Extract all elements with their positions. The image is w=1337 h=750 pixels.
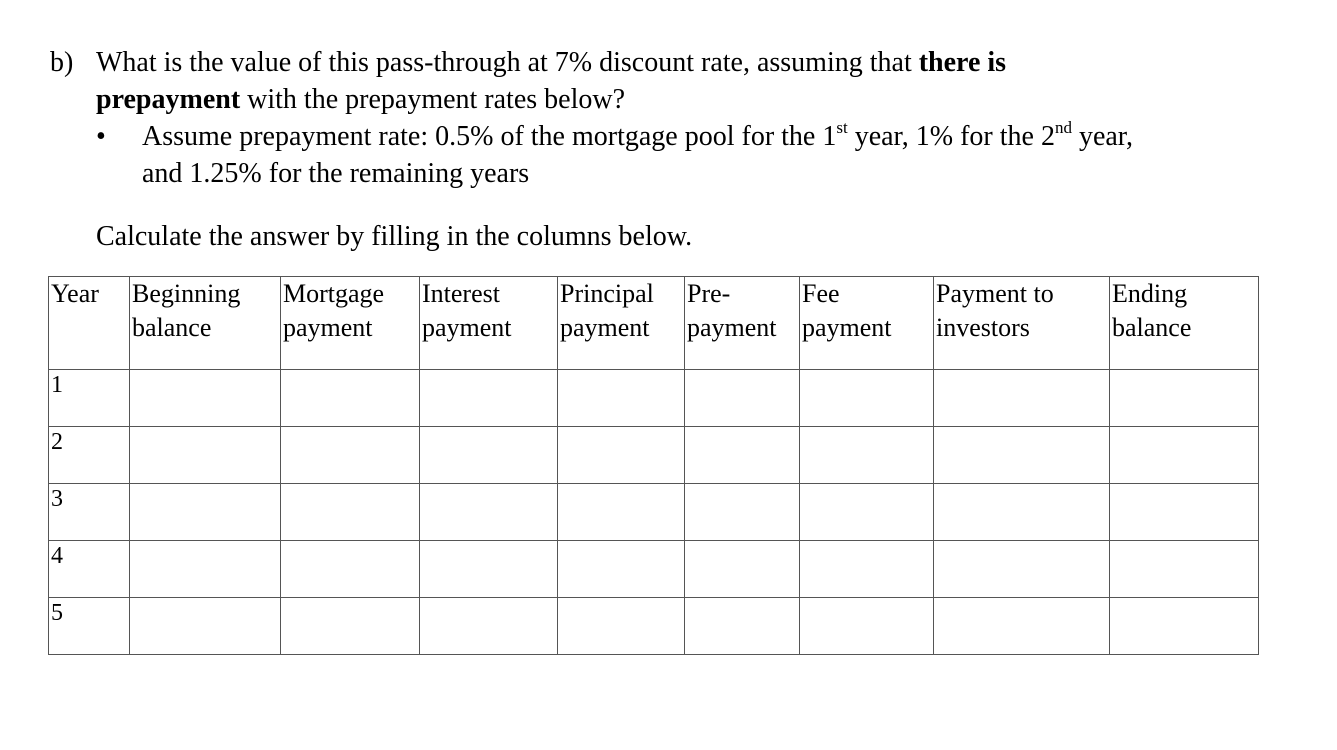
- question-line2: with the prepayment rates below?: [240, 84, 626, 115]
- answer-table: [48, 276, 1259, 655]
- beginning-balance-cell[interactable]: [130, 484, 281, 541]
- question-emphasis-2: prepayment: [96, 84, 241, 115]
- fee-payment-cell[interactable]: [800, 427, 934, 484]
- prepayment-cell[interactable]: [685, 541, 800, 598]
- payment-to-investors-cell[interactable]: [934, 598, 1110, 655]
- payment-to-investors-cell[interactable]: [934, 541, 1110, 598]
- beginning-balance-cell[interactable]: [130, 427, 281, 484]
- table-row: [49, 370, 1259, 427]
- principal-payment-cell[interactable]: [558, 541, 685, 598]
- bullet-item: [50, 118, 1270, 192]
- fee-payment-cell[interactable]: [800, 541, 934, 598]
- year-cell: 1: [49, 370, 130, 427]
- ending-balance-cell[interactable]: [1110, 541, 1259, 598]
- year-cell: 5: [49, 598, 130, 655]
- year-cell: 2: [49, 427, 130, 484]
- header-mortgage-payment: Mortgage payment: [281, 277, 420, 370]
- ending-balance-cell[interactable]: [1110, 598, 1259, 655]
- prepayment-cell[interactable]: [685, 370, 800, 427]
- year-cell: 4: [49, 541, 130, 598]
- ending-balance-cell[interactable]: [1110, 370, 1259, 427]
- header-ending-balance: Ending balance: [1110, 277, 1259, 370]
- header-payment-to-investors: Payment to investors: [934, 277, 1110, 370]
- header-year: Year: [49, 277, 130, 370]
- header-interest-payment: Interest payment: [420, 277, 558, 370]
- principal-payment-cell[interactable]: [558, 427, 685, 484]
- interest-payment-cell[interactable]: [420, 370, 558, 427]
- prepayment-cell[interactable]: [685, 598, 800, 655]
- prepayment-cell[interactable]: [685, 427, 800, 484]
- beginning-balance-cell[interactable]: [130, 370, 281, 427]
- instruction-text: Calculate the answer by filling in the columns below.: [96, 221, 693, 252]
- principal-payment-cell[interactable]: [558, 484, 685, 541]
- header-prepayment: Pre- payment: [685, 277, 800, 370]
- mortgage-payment-cell[interactable]: [281, 598, 420, 655]
- table-row: [49, 484, 1259, 541]
- table-row: [49, 598, 1259, 655]
- bullet-icon: •: [96, 121, 106, 152]
- bullet-line2: and 1.25% for the remaining years: [142, 158, 530, 189]
- year-cell: 3: [49, 484, 130, 541]
- bullet-text-b: year, 1% for the 2: [847, 121, 1055, 152]
- mortgage-payment-cell[interactable]: [281, 484, 420, 541]
- beginning-balance-cell[interactable]: [130, 598, 281, 655]
- question-text: [50, 44, 1270, 118]
- question-block: [50, 44, 1270, 192]
- interest-payment-cell[interactable]: [420, 598, 558, 655]
- fee-payment-cell[interactable]: [800, 484, 934, 541]
- principal-payment-cell[interactable]: [558, 598, 685, 655]
- payment-to-investors-cell[interactable]: [934, 370, 1110, 427]
- interest-payment-cell[interactable]: [420, 541, 558, 598]
- mortgage-payment-cell[interactable]: [281, 427, 420, 484]
- question-emphasis-1: there is: [918, 47, 1007, 78]
- header-principal-payment: Principal payment: [558, 277, 685, 370]
- payment-to-investors-cell[interactable]: [934, 427, 1110, 484]
- prepayment-cell[interactable]: [685, 484, 800, 541]
- payment-to-investors-cell[interactable]: [934, 484, 1110, 541]
- table-header-row: [49, 277, 1259, 370]
- table-row: [49, 541, 1259, 598]
- interest-payment-cell[interactable]: [420, 427, 558, 484]
- fee-payment-cell[interactable]: [800, 370, 934, 427]
- header-fee-payment: Fee payment: [800, 277, 934, 370]
- bullet-text-a: Assume prepayment rate: 0.5% of the mortgage pool for the 1: [142, 121, 837, 152]
- interest-payment-cell[interactable]: [420, 484, 558, 541]
- ending-balance-cell[interactable]: [1110, 484, 1259, 541]
- bullet-text-c: year,: [1071, 121, 1134, 152]
- mortgage-payment-cell[interactable]: [281, 370, 420, 427]
- question-line1: What is the value of this pass-through at 7% discount rate, assuming that: [96, 47, 919, 78]
- fee-payment-cell[interactable]: [800, 598, 934, 655]
- bullet-sup-b: nd: [1054, 117, 1072, 137]
- beginning-balance-cell[interactable]: [130, 541, 281, 598]
- ending-balance-cell[interactable]: [1110, 427, 1259, 484]
- table-row: [49, 427, 1259, 484]
- principal-payment-cell[interactable]: [558, 370, 685, 427]
- header-beginning-balance: Beginning balance: [130, 277, 281, 370]
- mortgage-payment-cell[interactable]: [281, 541, 420, 598]
- question-label: b): [50, 47, 74, 78]
- bullet-sup-a: st: [836, 117, 848, 137]
